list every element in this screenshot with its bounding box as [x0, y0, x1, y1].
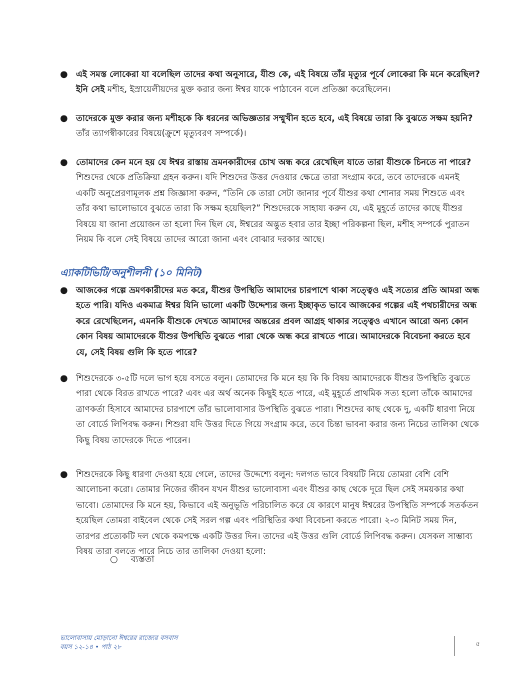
page-footer: [60, 634, 480, 660]
bullet-question: তাদেরকে মুক্ত করার জন্য মশীহকে কি ধরনের অভিজ্ঞতার সম্মুখীন হতে হবে, এই বিষয়ে তারা কি বুঝতে সক্ষম হয়নি?: [76, 114, 473, 124]
bullet-answer: তাঁর ত্যাগস্বীকারের বিষয়ে(ক্রুশে মৃত্যুবরণ সম্পর্কে)।: [76, 129, 247, 140]
bullet-answer: শিশুদের থেকে প্রতিক্রিয়া গ্রহন করুন। যদি শিশুদের উত্তর দেওয়ার ক্ষেত্রে তারা সংগ্রাম করে, তবে তাদেরকে এমনই একটি অনুপ্রেরণামূলক প্রশ্ন জিজ্ঞাসা করুন, “তিনি কে তারা সেটা জানার পূর্বে যীশুর কথা শোনার সময় শিশুতে এবং তাঁর কথা ভালোভাবে বুঝতে তারা কি সক্ষম হয়েছিল?” শিশুদেরকে সাহায্য করুন যে, এই মুহূর্তে তাদের কাছে যীশুর বিষয়ে যা জানা প্রয়োজন তা হলো দিন ছিল যে, ঈশ্বরের অদ্ভুত হবার তার ইচ্ছা পরিকল্পনা ছিল, মশীহ সম্পর্কে পুরাতন নিয়ম কি বলে সেই বিষয়ে তাদের আরো জানা এবং বোঝার দরকার আছে।: [76, 173, 470, 246]
page-number: ৫: [475, 640, 480, 648]
circle-bullet-icon: ○: [110, 555, 118, 565]
footer-subtitle: বয়স ১২-১৪ • পাঠ ২৮: [60, 643, 122, 651]
bullet-dot-icon: ●: [60, 286, 68, 296]
bullet-dot-icon: ●: [60, 114, 68, 124]
footer-divider: [454, 636, 455, 656]
section-heading-activity: এ্যাকটিভিটি/অনুশীলনী (১০ মিনিট): [60, 268, 203, 279]
bullet-dot-icon: ●: [60, 374, 68, 384]
footer-title: ভালোবাসায় মোড়ানো ঈশ্বরের রাজ্যের বসবাস: [60, 634, 178, 642]
activity-text: আজকের গল্পে ভ্রমণকারীদের মত করে, যীশুর উপস্থিতি আমাদের চারপাশে থাকা সত্ত্বেও এই সত্যের প্রতি আমরা অন্ধ হতে পারি। যদিও একমাত্র ঈশ্বর যিনি ভালো একটি উদ্দেশ্যর জন্য ইচ্ছাকৃত ভাবে আজকের গল্পের এই পথচারীদের অন্ধ করে রেখেছিলেন, এমনকি যীশুকে দেখতে আমাদের অন্তরের প্রবল আগ্রহ থাকার সত্ত্বেও এখানে আরো অন্য কোন কোন বিষয় আমাদেরকে যীশুর উপস্থিতি বুঝতে পারা থেকে অন্ধ করে রাখতে পারে। আমাদেরকে বিবেচনা করতে হবে যে, সেই বিষয় গুলি কি হতে পারে?: [76, 286, 480, 358]
bullet-question: তোমাদের কেন মনে হয় যে ঈশ্বর রাস্তায় ভ্রমনকারীদের চোখ অন্ধ করে রেখেছিল যাতে তারা যীশুকে চিনতে না পারে?: [76, 158, 472, 168]
bullet-answer: মশীহ, ইস্রায়েলীয়দের মুক্ত করার জন্য ঈশ্বর যাকে পাঠাবেন বলে প্রতিজ্ঞা করেছিলেন।: [107, 85, 391, 96]
activity-bullet-2: [60, 372, 480, 449]
sub-bullet-item: [110, 552, 154, 567]
activity-bullet-3: [60, 468, 480, 560]
bullet-dot-icon: ●: [60, 158, 68, 168]
bullet-dot-icon: ●: [60, 470, 68, 480]
discussion-bullet-1: [60, 68, 480, 99]
bullet-dot-icon: ●: [60, 70, 68, 80]
discussion-bullet-2: [60, 112, 480, 143]
sub-bullet-text: ব্যস্ততা: [130, 555, 155, 565]
discussion-bullet-3: [60, 156, 480, 248]
activity-text: শিশুদেরকে কিছু ধারণা দেওয়া হয়ে গেলে, তাদের উদ্দেশ্যে বলুন: দলগত ভাবে বিষয়টি নিয়ে তোমরা বেশি বেশি আলোচনা করো। তোমার নিজের জীবন যখন যীশুর ভালোবাসা এবং যীশুর কাছ থেকে দূরে ছিল সেই সময়কার কথা ভাবো। তোমাদের কি মনে হয়, কিভাবে এই অনুভূতি পরিচালিত করে যে কারণে মানুষ ঈশ্বরের উপস্থিতি সম্পর্কে সতর্কতন হয়েছিল তোমরা বাইবেল থেকে সেই সরল গল্প এবং পরিস্থিতির কথা বিবেচনা করতে পারো। ২-৩ মিনিট সময় দিন, তারপর প্রত্যেকটি দল থেকে কমপক্ষে একটি উত্তর দিন। তাদের এই উত্তর গুলি বোর্ডে লিপিবদ্ধ করুন। যেসকল সাম্ভাব্য বিষয় তারা বলতে পারে নিচে তার তালিকা দেওয়া হলো:: [76, 470, 479, 558]
activity-bullet-1: [60, 284, 480, 361]
activity-text: শিশুদেরকে ৩-৫টি দলে ভাগ হয়ে বসতে বলুন। তোমাদের কি মনে হয় কি কি বিষয় আমাদেরকে যীশুর উপস্থিতি বুঝতে পারা থেকে বিরত রাখতে পারে? এবং এর অর্থ অনেক কিছুই হতে পারে, এই মুহূর্তে প্রাথমিক সত্য হলো তাঁকে আমাদের ত্রাণকর্তা হিসাবে আমাদের চারপাশে তাঁর ভালোবাসার উপস্থিতি বুঝতে পারা। শিশুদের কাছ থেকে দু, একটি ধারণা নিয়ে তা বোর্ডে লিপিবদ্ধ করুন। শিশুরা যদি উত্তর দিতে গিয়ে সংগ্রাম করে, তবে চিন্তা ভাবনা করার জন্য নিচের তালিকা থেকে কিছু বিষয় তাদেরকে দিতে পারেন।: [76, 374, 479, 446]
bullet-question: এই সমস্ত লোকেরা যা বলেছিল তাদের কথা অনুসারে, যীশু কে, এই বিষয়ে তাঁর মৃত্যুর পূর্বে লোকেরা কি মনে করেছিল? ইনি সেই: [76, 70, 480, 96]
